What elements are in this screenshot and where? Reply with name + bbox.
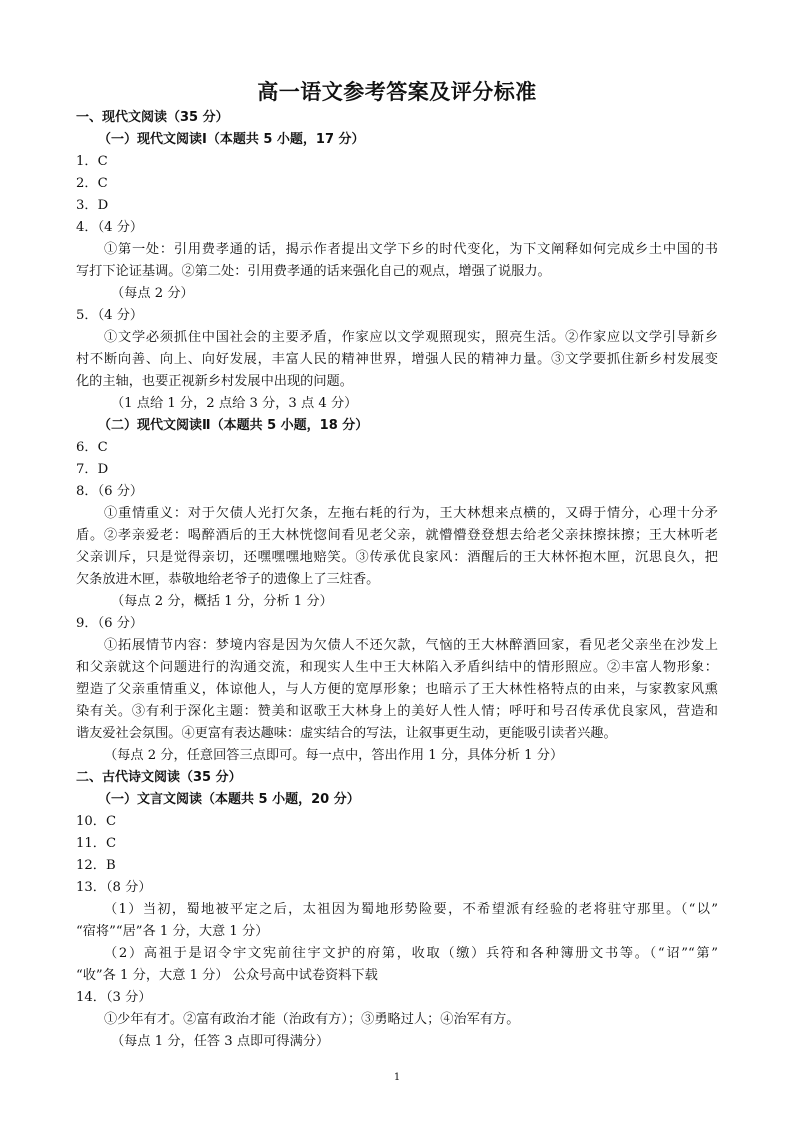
answer-text: “收”各 1 分，大意 1 分） 公众号高中试卷资料下载 bbox=[76, 968, 378, 983]
answer-line: 11．C bbox=[76, 836, 117, 851]
answer-line: 3．D bbox=[76, 198, 109, 213]
answer-line: 6．C bbox=[76, 440, 108, 455]
question-header: 5．（4 分） bbox=[76, 308, 144, 323]
answer-line: 1．C bbox=[76, 154, 108, 169]
answer-text: ①少年有才。②富有政治才能（治政有方）；③勇略过人；④治军有方。 bbox=[104, 1012, 520, 1027]
answer-text: 化的主轴，也要正视新乡村发展中出现的问题。 bbox=[76, 374, 353, 389]
answer-text: ①第一处：引用费孝通的话，揭示作者提出文学下乡的时代变化，为下文阐释如何完成乡土中国的书 bbox=[104, 242, 718, 257]
subsection-heading-classical-1: （一）文言文阅读（本题共 5 小题，20 分） bbox=[98, 792, 360, 807]
answer-text: ①文学必须抓住中国社会的主要矛盾，作家应以文学观照现实，照亮生活。②作家应以文学引导新乡 bbox=[104, 330, 718, 345]
answer-text: 染有关。③有利于深化主题：赞美和讴歌王大林身上的美好人性人情；呼吁和号召传承优良家风，营造和 bbox=[76, 704, 718, 719]
answer-text: 谐友爱社会氛围。④更富有表达趣味：虚实结合的写法，让叙事更生动，更能吸引读者兴趣。 bbox=[76, 726, 617, 741]
question-header: 14．（3 分） bbox=[76, 990, 152, 1005]
answer-line: 12．B bbox=[76, 858, 116, 873]
answer-line: 2．C bbox=[76, 176, 108, 191]
question-header: 8．（6 分） bbox=[76, 484, 144, 499]
page-number: 1 bbox=[393, 1072, 401, 1083]
answer-text: 村不断向善、向上、向好发展，丰富人民的精神世界，增强人民的精神力量。③文学要抓住新乡村发展变 bbox=[76, 352, 718, 367]
answer-text: 盾。②孝亲爱老：喝醉酒后的王大林恍惚间看见老父亲，就懵懵登登想去给老父亲抹擦抹擦；王大林听老 bbox=[76, 528, 718, 543]
section-heading-modern-reading: 一、现代文阅读（35 分） bbox=[76, 110, 229, 125]
answer-text: （1）当初，蜀地被平定之后，太祖因为蜀地形势险要，不希望派有经验的老将驻守那里。（“以” bbox=[104, 902, 718, 917]
subsection-heading-modern-2: （二）现代文阅读Ⅱ（本题共 5 小题，18 分） bbox=[98, 418, 369, 433]
answer-text: ①重情重义：对于欠债人光打欠条，左拖右耗的行为，王大林想来点横的，又碍于情分，心理十分矛 bbox=[104, 506, 718, 521]
question-header: 13．（8 分） bbox=[76, 880, 152, 895]
scoring-note: （每点 2 分） bbox=[111, 286, 194, 301]
answer-text: 和父亲就这个问题进行的沟通交流，和现实人生中王大林陷入矛盾纠结中的情形照应。②丰富人物形象： bbox=[76, 660, 718, 675]
answer-line: 10．C bbox=[76, 814, 117, 829]
scoring-note: （每点 1 分，任答 3 点即可得满分） bbox=[111, 1034, 330, 1049]
answer-text: ①拓展情节内容：梦境内容是因为欠债人不还欠款，气恼的王大林醉酒回家，看见老父亲坐在沙发上 bbox=[104, 638, 718, 653]
answer-text: 写打下论证基调。②第二处：引用费孝通的话来强化自己的观点，增强了说服力。 bbox=[76, 264, 551, 279]
answer-text: 父亲训斥，只是觉得亲切，还嘿嘿嘿地赔笑。③传承优良家风：酒醒后的王大林怀抱木匣，沉思良久，把 bbox=[76, 550, 718, 565]
question-header: 9．（6 分） bbox=[76, 616, 144, 631]
scoring-note: （每点 2 分，概括 1 分，分析 1 分） bbox=[111, 594, 333, 609]
scoring-note: （1 点给 1 分，2 点给 3 分，3 点 4 分） bbox=[111, 396, 358, 411]
answer-text: 塑造了父亲重情重义，体谅他人，与人方便的宽厚形象；也暗示了王大林性格特点的由来，与家教家风熏 bbox=[76, 682, 718, 697]
answer-text: 欠条放进木匣，恭敬地给老爷子的遗像上了三炷香。 bbox=[76, 572, 380, 587]
section-heading-classical-reading: 二、古代诗文阅读（35 分） bbox=[76, 770, 242, 785]
page-title: 高一语文参考答案及评分标准 bbox=[257, 80, 537, 104]
answer-text: （2）高祖于是诏令宇文宪前往宇文护的府第，收取（缴）兵符和各种簿册文书等。（“诏”“第” bbox=[104, 946, 718, 961]
question-header: 4．（4 分） bbox=[76, 220, 144, 235]
scoring-note: （每点 2 分，任意回答三点即可。每一点中，答出作用 1 分，具体分析 1 分） bbox=[104, 748, 564, 763]
answer-text: “宿将”“居”各 1 分，大意 1 分） bbox=[76, 924, 269, 939]
subsection-heading-modern-1: （一）现代文阅读Ⅰ（本题共 5 小题，17 分） bbox=[98, 132, 365, 147]
answer-line: 7．D bbox=[76, 462, 109, 477]
